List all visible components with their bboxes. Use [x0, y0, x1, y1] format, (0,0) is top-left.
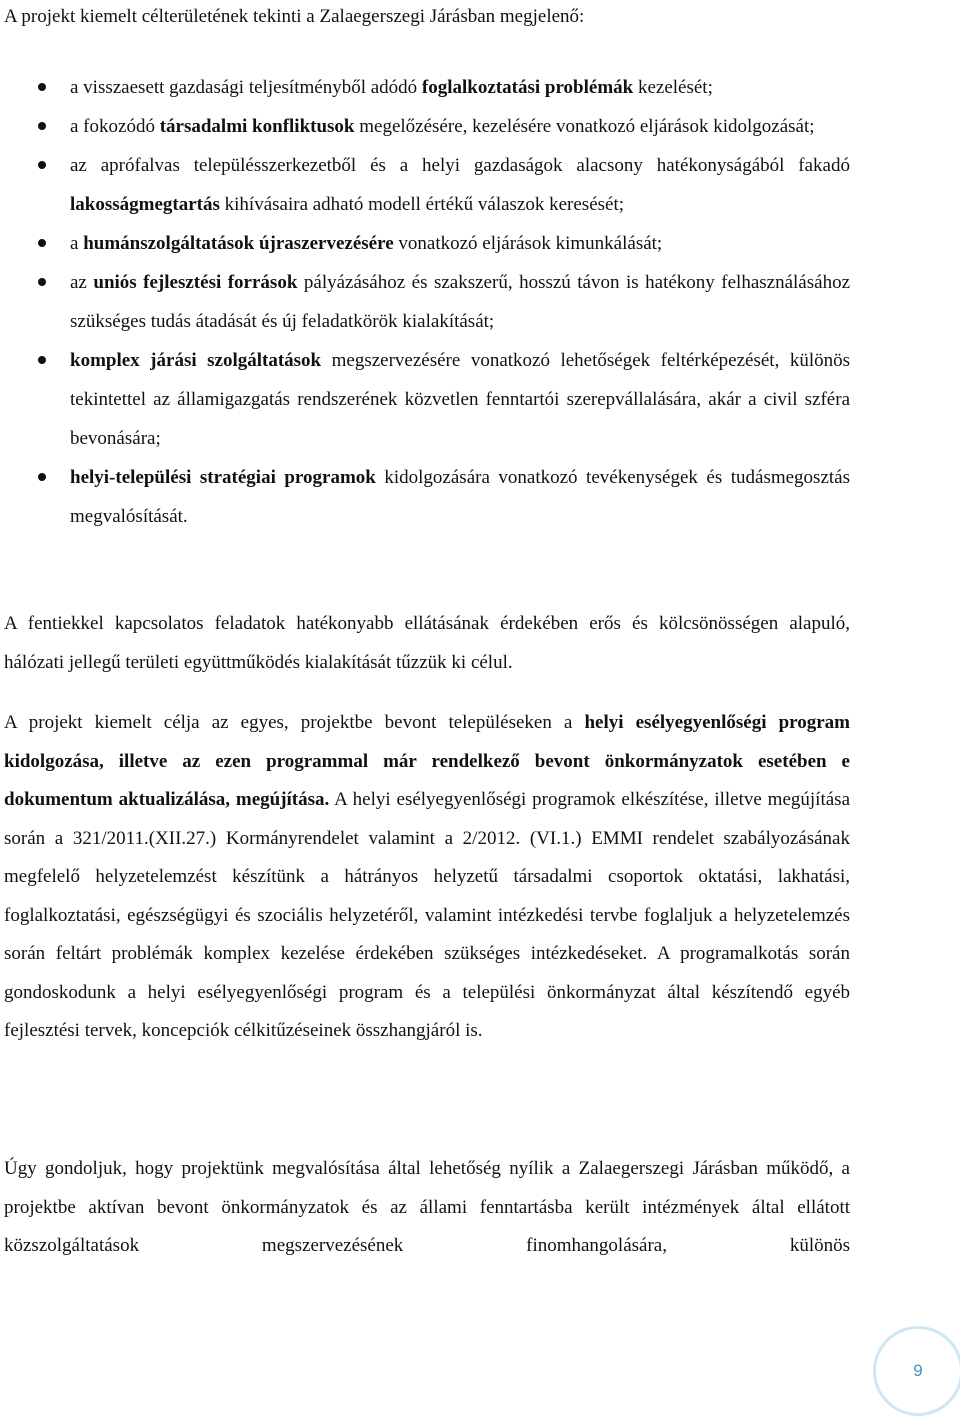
page-number-badge	[873, 1326, 960, 1416]
list-item: a fokozódó társadalmi konfliktusok megelőzésére, kezelésére vonatkozó eljárások kidolgozását;	[0, 107, 850, 146]
page-number: 9	[913, 1361, 923, 1380]
paragraph-main-goal: A projekt kiemelt célja az egyes, projektbe bevont településeken a helyi esélyegyenlőségi program kidolgozása, illetve az ezen programmal már rendelkező bevont önkormányzatok esetében e dokumentum aktualizálása, megújítása. A helyi esélyegyenlőségi programok elkészítése, illetve megújítása során a 321/2011.(XII.27.) Kormányrendelet valamint a 2/2012. (VI.1.) EMMI rendelet szabályozásának megfelelő helyzetelemzést készítünk a hátrányos helyzetű társadalmi csoportok oktatási, lakhatási, foglalkoztatási, egészségügyi és szociális helyzetéről, valamint intézkedési tervbe foglaljuk a helyzetelemzés során feltárt problémák komplex kezelése érdekében szükséges intézkedéseket. A programalkotás során gondoskodunk a helyi esélyegyenlőségi program és a települési önkormányzat által készítendő egyéb fejlesztési tervek, koncepciók célkitűzéseinek összhangjáról is.	[4, 712, 850, 1041]
intro-line: A projekt kiemelt célterületének tekinti a Zalaegerszegi Járásban megjelenő:	[4, 6, 585, 27]
list-item: komplex járási szolgáltatások megszervezésére vonatkozó lehetőségek feltérképezését, különös tekintettel az államigazgatás rendszerének közvetlen fenntartói szerepvállalására, akár a civil szféra bevonására;	[0, 341, 850, 458]
list-item: a humánszolgáltatások újraszervezésére vonatkozó eljárások kimunkálását;	[0, 224, 850, 263]
list-item: a visszaesett gazdasági teljesítményből adódó foglalkoztatási problémák kezelését;	[0, 68, 850, 107]
list-item: helyi-települési stratégiai programok kidolgozására vonatkozó tevékenységek és tudásmegosztás megvalósítását.	[0, 458, 850, 536]
target-areas-list	[0, 68, 850, 536]
list-item: az uniós fejlesztési források pályázásához és szakszerű, hosszú távon is hatékony felhasználásához szükséges tudás átadását és új feladatkörök kialakítását;	[0, 263, 850, 341]
list-item: az aprófalvas településszerkezetből és a helyi gazdaságok alacsony hatékonyságából fakadó lakosságmegtartás kihívásaira adható modell értékű válaszok keresését;	[0, 146, 850, 224]
paragraph-outlook: Úgy gondoljuk, hogy projektünk megvalósítása által lehetőség nyílik a Zalaegerszegi Járásban működő, a projektbe aktívan bevont önkormányzatok és az állami fenntartásba került intézmények által ellátott közszolgáltatások megszervezésének finomhangolására, különös	[4, 1158, 850, 1256]
paragraph-cooperation: A fentiekkel kapcsolatos feladatok hatékonyabb ellátásának érdekében erős és kölcsönösségen alapuló, hálózati jellegű területi együttműködés kialakítását tűzzük ki célul.	[4, 613, 850, 673]
